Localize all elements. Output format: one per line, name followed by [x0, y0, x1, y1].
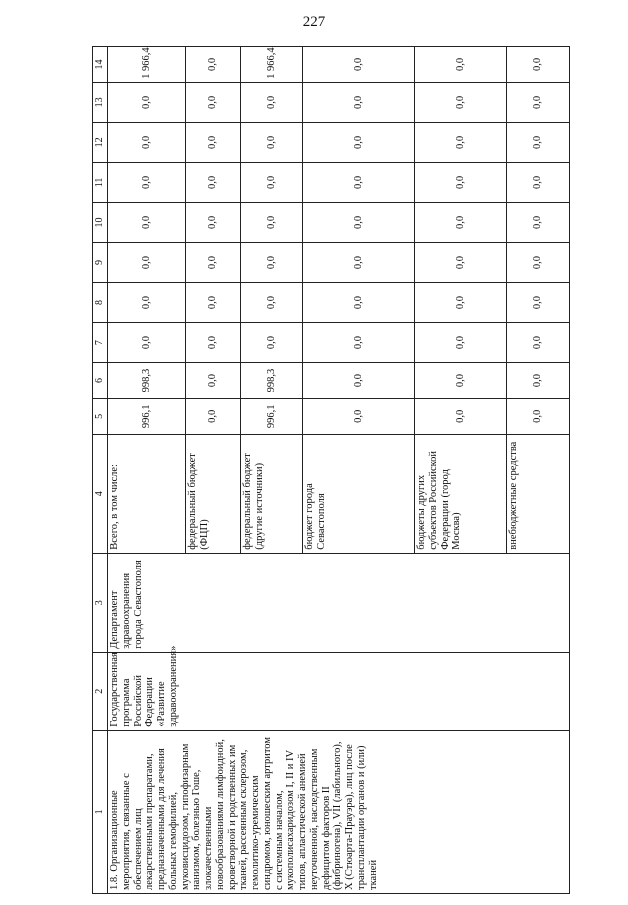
col-header-8: 8 — [93, 283, 108, 323]
funding-source-cell: бюджет города Севастополя — [303, 434, 415, 553]
value-cell: 0,0 — [303, 47, 415, 83]
value-cell: 0,0 — [507, 122, 570, 162]
value-cell: 0,0 — [507, 283, 570, 323]
col-header-1: 1 — [93, 730, 108, 893]
value-cell: 0,0 — [241, 122, 303, 162]
col-header-11: 11 — [93, 162, 108, 202]
value-cell: 0,0 — [507, 398, 570, 434]
value-cell: 0,0 — [186, 162, 241, 202]
value-cell: 0,0 — [415, 323, 507, 363]
table-landscape — [92, 46, 544, 894]
value-cell: 0,0 — [186, 202, 241, 242]
value-cell: 0,0 — [507, 82, 570, 122]
value-cell: 0,0 — [186, 323, 241, 363]
value-cell: 0,0 — [186, 47, 241, 83]
value-cell: 0,0 — [507, 323, 570, 363]
value-cell: 0,0 — [186, 122, 241, 162]
value-cell: 0,0 — [241, 162, 303, 202]
value-cell: 0,0 — [186, 283, 241, 323]
value-cell: 0,0 — [303, 162, 415, 202]
value-cell: 0,0 — [241, 323, 303, 363]
value-cell: 0,0 — [415, 243, 507, 283]
value-cell: 0,0 — [241, 82, 303, 122]
value-cell: 998,3 — [241, 363, 303, 399]
value-cell: 0,0 — [415, 202, 507, 242]
value-cell: 0,0 — [415, 82, 507, 122]
value-cell: 998,3 — [108, 363, 186, 399]
column-number-row — [93, 47, 108, 894]
funding-source-cell: бюджеты других субъектов Российской Федерации (город Москва) — [415, 434, 507, 553]
value-cell: 996,1 — [241, 398, 303, 434]
col-header-7: 7 — [93, 323, 108, 363]
value-cell: 0,0 — [507, 363, 570, 399]
value-cell: 0,0 — [108, 323, 186, 363]
value-cell: 0,0 — [241, 202, 303, 242]
value-cell: 0,0 — [186, 243, 241, 283]
col-header-10: 10 — [93, 202, 108, 242]
value-cell: 0,0 — [108, 283, 186, 323]
value-cell: 0,0 — [108, 202, 186, 242]
value-cell: 996,1 — [108, 398, 186, 434]
value-cell: 0,0 — [241, 243, 303, 283]
col-header-6: 6 — [93, 363, 108, 399]
value-cell: 0,0 — [303, 323, 415, 363]
value-cell: 0,0 — [415, 162, 507, 202]
value-cell: 0,0 — [241, 283, 303, 323]
program-cell: Государственная программа Российской Федерации «Развитие здравоохранения» — [108, 652, 570, 730]
funding-source-cell: федеральный бюджет (ФЦП) — [186, 434, 241, 553]
value-cell: 0,0 — [507, 243, 570, 283]
value-cell: 0,0 — [303, 363, 415, 399]
value-cell: 0,0 — [507, 162, 570, 202]
col-header-14: 14 — [93, 47, 108, 83]
col-header-12: 12 — [93, 122, 108, 162]
value-cell: 0,0 — [186, 363, 241, 399]
value-cell: 0,0 — [108, 122, 186, 162]
value-cell: 0,0 — [108, 82, 186, 122]
executor-cell: Департамент здравоохранения города Севастополя — [108, 553, 570, 652]
value-cell: 0,0 — [303, 122, 415, 162]
funding-source-cell: Всего, в том числе: — [108, 434, 186, 553]
value-cell: 0,0 — [303, 398, 415, 434]
value-cell: 0,0 — [303, 82, 415, 122]
value-cell: 0,0 — [108, 162, 186, 202]
value-cell: 1 966,4 — [241, 47, 303, 83]
col-header-9: 9 — [93, 243, 108, 283]
value-cell: 0,0 — [108, 243, 186, 283]
value-cell: 0,0 — [507, 47, 570, 83]
col-header-4: 4 — [93, 434, 108, 553]
value-cell: 1 966,4 — [108, 47, 186, 83]
value-cell: 0,0 — [415, 283, 507, 323]
value-cell: 0,0 — [303, 243, 415, 283]
col-header-2: 2 — [93, 652, 108, 730]
col-header-5: 5 — [93, 398, 108, 434]
funding-table — [92, 46, 570, 894]
value-cell: 0,0 — [303, 283, 415, 323]
rotated-table-wrapper — [92, 46, 544, 894]
col-header-13: 13 — [93, 82, 108, 122]
value-cell: 0,0 — [507, 202, 570, 242]
col-header-3: 3 — [93, 553, 108, 652]
event-cell: 1.8. Организационные мероприятия, связанные с обеспечением лиц лекарственными препаратами, предназначенными для лечения больных гемофилией, муковисцидозом, гипофизарным нанизмом, болезнью Гоше, злокачественными новообразованиями лимфоидной, кроветворной и родственных им тканей, рассеянным склерозом, гемолитико-уремическим синдромом, юношеским артритом с системным началом, мукополисахаридозом I, II и IV типов, апластической анемией неуточненной, наследственным дефицитом факторов II (фибриногена), VII (лабильного), X (Стюарта-Прауэра), лиц после трансплантации органов и (или) тканей — [108, 730, 570, 893]
value-cell: 0,0 — [415, 47, 507, 83]
page-number: 227 — [302, 14, 326, 30]
value-cell: 0,0 — [415, 398, 507, 434]
value-cell: 0,0 — [186, 398, 241, 434]
value-cell: 0,0 — [415, 122, 507, 162]
table-row — [108, 47, 186, 894]
value-cell: 0,0 — [186, 82, 241, 122]
value-cell: 0,0 — [303, 202, 415, 242]
funding-source-cell: внебюджетные средства — [507, 434, 570, 553]
value-cell: 0,0 — [415, 363, 507, 399]
table-body — [108, 47, 570, 894]
funding-source-cell: федеральный бюджет (другие источники) — [241, 434, 303, 553]
